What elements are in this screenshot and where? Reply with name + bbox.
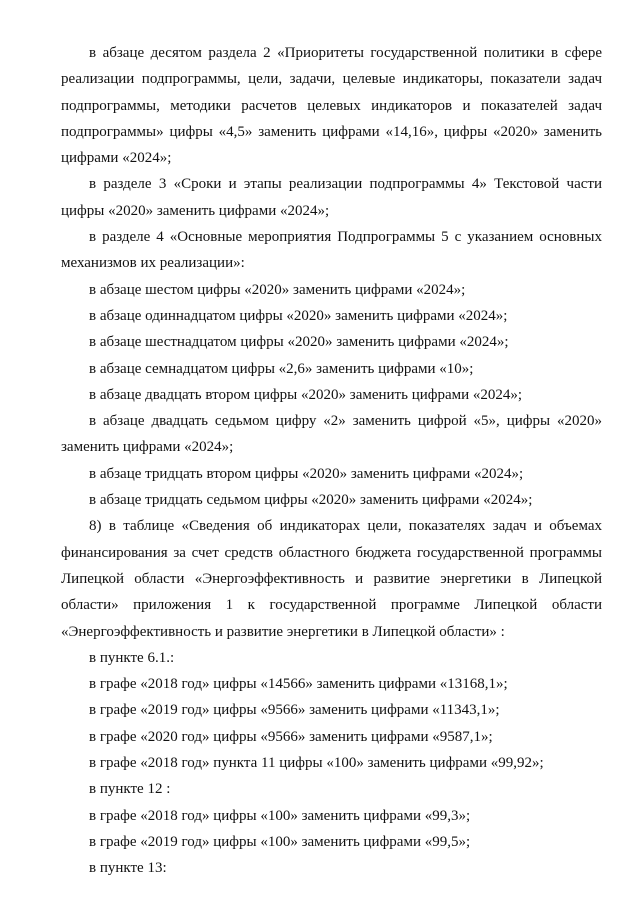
paragraph: в графе «2018 год» пункта 11 цифры «100» заменить цифрами «99,92»; — [89, 755, 544, 772]
paragraph: в разделе 3 «Сроки и этапы реализации подпрограммы 4» Текстовой части цифры «2020» заменить цифрами «2024»; — [61, 176, 602, 219]
paragraph: в абзаце семнадцатом цифры «2,6» заменить цифрами «10»; — [89, 360, 474, 377]
paragraph: в графе «2019 год» цифры «100» заменить цифрами «99,5»; — [89, 833, 471, 850]
paragraph: в абзаце шестнадцатом цифры «2020» заменить цифрами «2024»; — [89, 334, 509, 351]
paragraph: в абзаце двадцать втором цифры «2020» заменить цифрами «2024»; — [89, 386, 523, 403]
paragraph: в пункте 6.1.: — [89, 649, 175, 666]
paragraph: в абзаце двадцать седьмом цифру «2» заменить цифрой «5», цифры «2020» заменить цифрами «2024»; — [61, 413, 602, 456]
paragraph: в пункте 13: — [89, 860, 167, 877]
paragraph: в абзаце тридцать седьмом цифры «2020» заменить цифрами «2024»; — [89, 492, 533, 509]
paragraph: в абзаце тридцать втором цифры «2020» заменить цифрами «2024»; — [89, 465, 524, 482]
paragraph: 8) в таблице «Сведения об индикаторах цели, показателях задач и объемах финансирования за счет средств областного бюджета государственной программы Липецкой области «Энергоэффективность и развитие энергетики в Липецкой области» приложения 1 к государственной программе Липецкой области «Энергоэффективность и развитие энергетики в Липецкой области» : — [61, 518, 602, 640]
paragraph: в графе «2019 год» цифры «9566» заменить цифрами «11343,1»; — [89, 702, 500, 719]
paragraph: в графе «2018 год» цифры «100» заменить цифрами «99,3»; — [89, 807, 471, 824]
paragraph: в абзаце одиннадцатом цифры «2020» заменить цифрами «2024»; — [89, 307, 508, 324]
paragraph: в графе «2020 год» цифры «9566» заменить цифрами «9587,1»; — [89, 728, 493, 745]
paragraph: в разделе 4 «Основные мероприятия Подпрограммы 5 с указанием основных механизмов их реализации»: — [61, 229, 602, 272]
paragraph: в абзаце шестом цифры «2020» заменить цифрами «2024»; — [89, 281, 466, 298]
paragraph: в абзаце десятом раздела 2 «Приоритеты государственной политики в сфере реализации подпрограммы, цели, задачи, целевые индикаторы, показатели задач подпрограммы, методики расчетов целевых индикаторов и показателей задач подпрограммы» цифры «4,5» заменить цифрами «14,16», цифры «2020» заменить цифрами «2024»; — [61, 45, 602, 167]
paragraph: в графе «2018 год» цифры «14566» заменить цифрами «13168,1»; — [89, 676, 508, 693]
paragraph: в пункте 12 : — [89, 781, 171, 798]
